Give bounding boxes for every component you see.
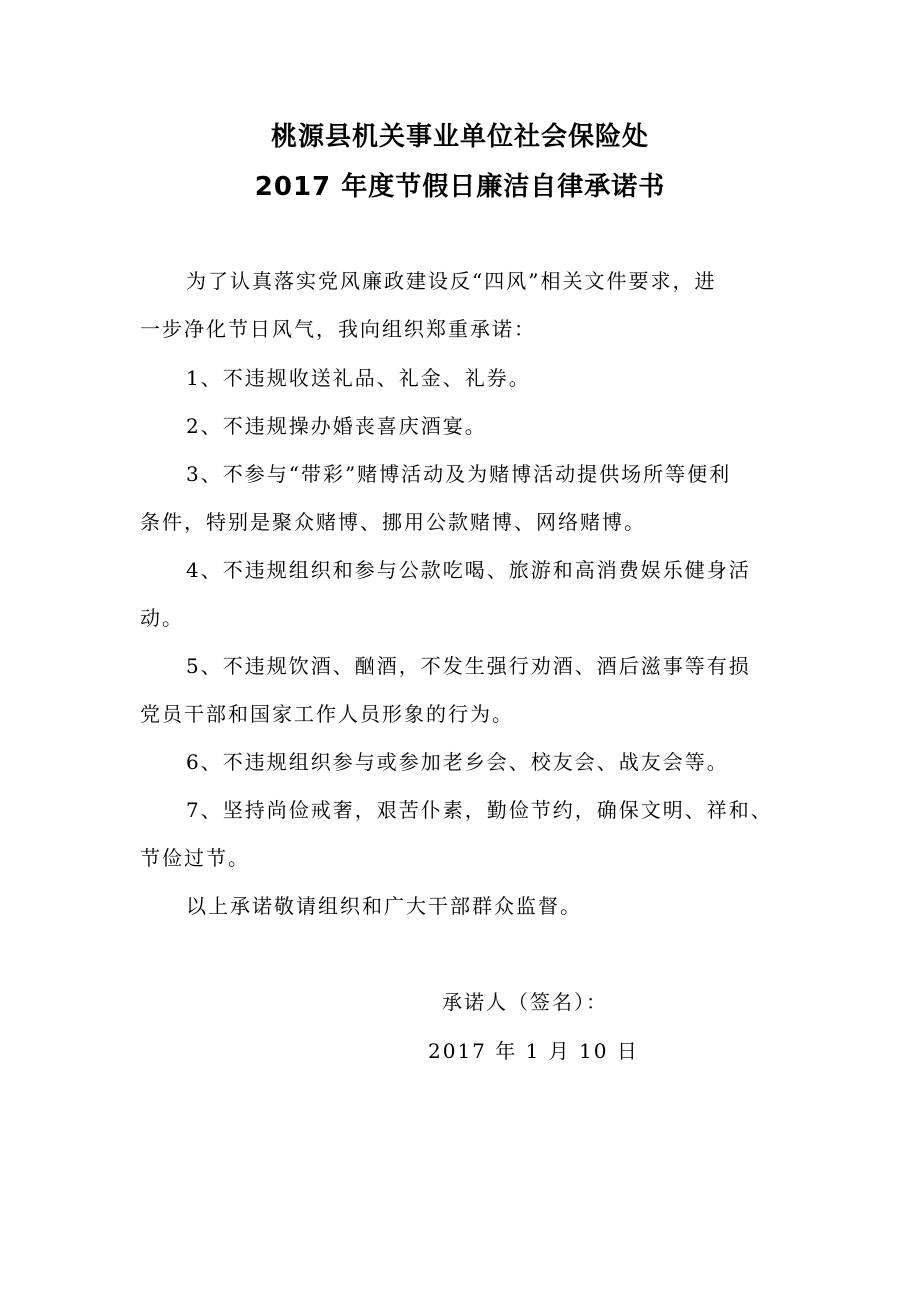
commitment-item-1: 1、不违规收送礼品、礼金、礼券。	[186, 366, 531, 390]
intro-line-2: 一步净化节日风气，我向组织郑重承诺：	[140, 317, 536, 341]
commitment-item-3-line-1: 3、不参与“带彩”赌博活动及为赌博活动提供场所等便利	[186, 462, 732, 486]
commitment-item-4-line-1: 4、不违规组织和参与公款吃喝、旅游和高消费娱乐健身活	[186, 558, 751, 582]
commitment-item-4-line-2: 动。	[140, 606, 184, 630]
intro-line-1: 为了认真落实党风廉政建设反“四风”相关文件要求，进	[186, 269, 717, 293]
commitment-item-7-line-2: 节俭过节。	[140, 846, 250, 870]
commitment-item-5-line-2: 党员干部和国家工作人员形象的行为。	[140, 702, 514, 726]
signature-label: 承诺人（签名）：	[442, 990, 608, 1014]
closing-statement: 以上承诺敬请组织和广大干部群众监督。	[186, 894, 582, 918]
signature-date: 2017 年 1 月 10 日	[428, 1039, 639, 1063]
commitment-item-3-line-2: 条件，特别是聚众赌博、挪用公款赌博、网络赌博。	[140, 510, 646, 534]
document-title-org: 桃源县机关事业单位社会保险处	[270, 122, 649, 152]
commitment-item-6: 6、不违规组织参与或参加老乡会、校友会、战友会等。	[186, 750, 729, 774]
document-title-subject: 2017 年度节假日廉洁自律承诺书	[254, 172, 666, 202]
commitment-item-5-line-1: 5、不违规饮酒、酗酒，不发生强行劝酒、酒后滋事等有损	[186, 654, 751, 678]
commitment-item-7-line-1: 7、坚持尚俭戒奢，艰苦仆素，勤俭节约，确保文明、祥和、	[186, 798, 773, 822]
commitment-item-2: 2、不违规操办婚丧喜庆酒宴。	[186, 414, 487, 438]
